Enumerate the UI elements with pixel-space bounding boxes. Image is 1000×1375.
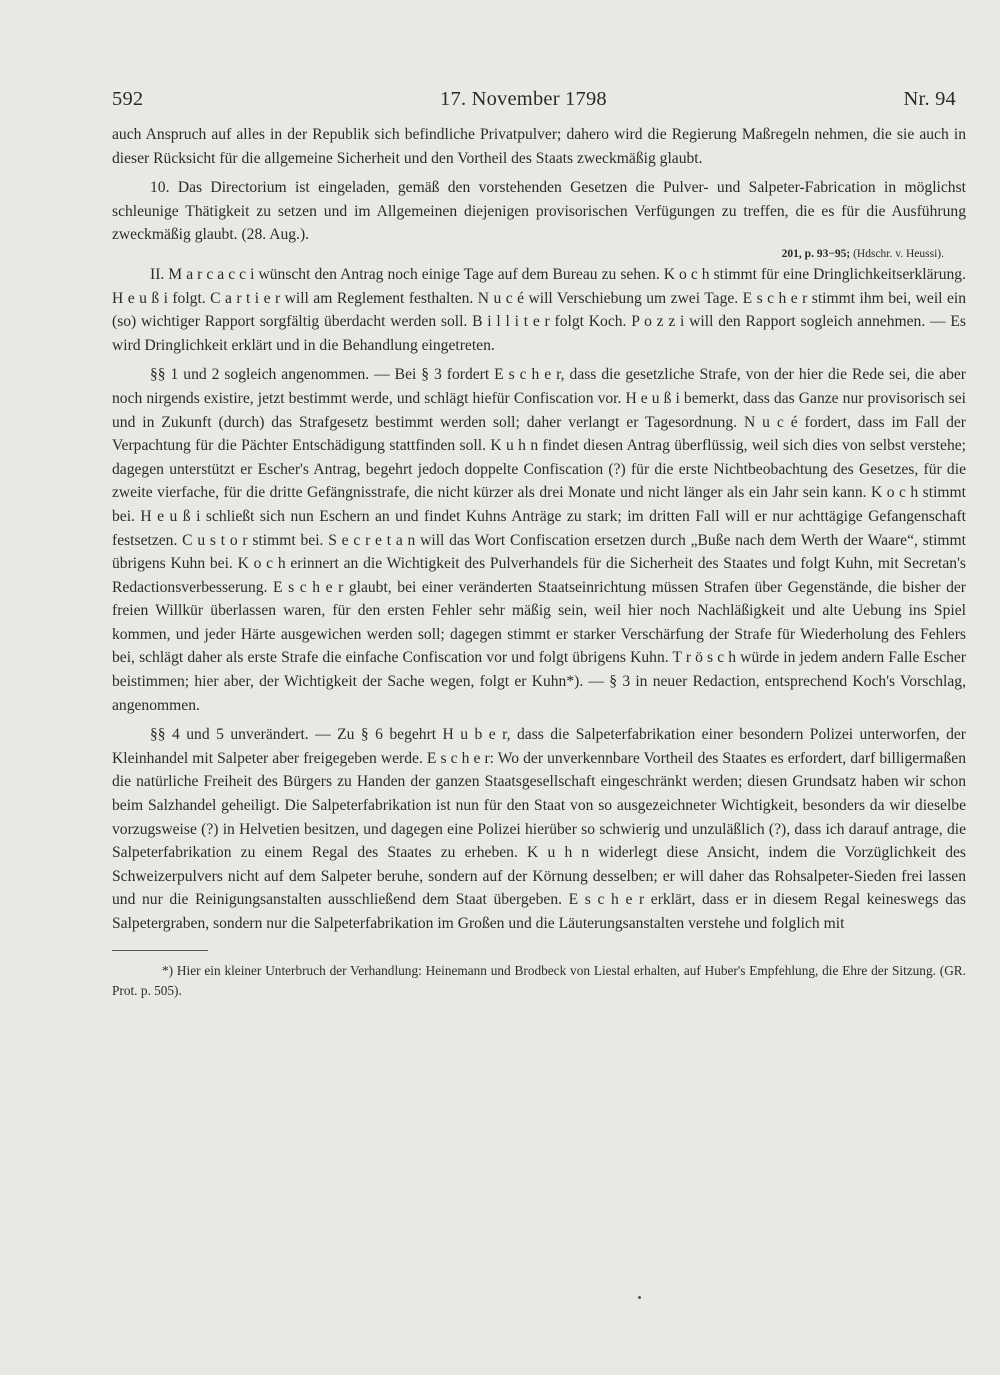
running-header: [112, 88, 956, 111]
paragraph-sections-1-3: §§ 1 und 2 sogleich angenommen. — Bei § 3 fordert E s c h e r, dass die gesetzliche Strafe, von der hier die Rede sei, die aber noch nirgends existire, jetzt bestimmt werde, und schlägt hiefür Confiscation vor. H e u ß i bemerkt, dass das Ganze nur provisorisch sei und in Zukunft (durch) das Strafgesetz bestimmt werden soll; daher verlangt er Tagesordnung. N u c é fordert, dass im Fall der Verpachtung für die Pächter Entschädigung stattfinden soll. K u h n findet diesen Antrag überflüssig, weil sich dies von selbst verstehe; dagegen unterstützt er Escher's Antrag, begehrt jedoch doppelte Confiscation (?) für die erste Nichtbeobachtung des Gesetzes, für die zweite vierfache, für die dritte Gefängnisstrafe, die nicht kürzer als drei Monate und nicht länger als ein Jahr sein kann. K o c h stimmt bei. H e u ß i schließt sich nun Eschern an und findet Kuhns Anträge zu stark; im dritten Fall will er nur achttägige Gefangenschaft festsetzen. C u s t o r stimmt bei. S e c r e t a n will das Wort Confiscation ersetzen durch „Buße nach dem Werth der Waare“, stimmt übrigens Kuhn bei. K o c h erinnert an die Wichtigkeit des Pulverhandels für die Sicherheit des Staates und folgt Kuhn, mit Secretan's Redactionsverbesserung. E s c h e r glaubt, bei einer veränderten Staatseinrichtung müssen Strafen über Gegenstände, die bisher der freien Willkür überlassen waren, für den ersten Fehler sehr mäßig sein, weil hier noch Nachläßigkeit und alte Uebung ins Spiel kommen, und jeder Härte ausgewichen werden soll; dagegen stimmt er starker Verschärfung der Strafe für Wiederholung des Fehlers bei, schlägt daher als erste Strafe die einfache Confiscation vor und folgt übrigens Kuhn. T r ö s c h würde in jedem andern Falle Escher beistimmen; hier aber, der Wichtigkeit der Sache wegen, folgt er Kuhn*). — § 3 in neuer Redaction, entsprechend Koch's Vorschlag, angenommen.: [112, 366, 966, 714]
source-reference: [112, 245, 944, 263]
paragraph-session-ii: II. M a r c a c c i wünscht den Antrag noch einige Tage auf dem Bureau zu sehen. K o c h stimmt für eine Dringlichkeitserklärung. H e u ß i folgt. C a r t i e r will am Reglement festhalten. N u c é will Verschiebung um zwei Tage. E s c h e r stimmt ihm bei, weil ein (so) wichtiger Rapport sorgfältig überdacht werden soll. B i l l i t e r folgt Koch. P o z z i will den Rapport sogleich annehmen. — Es wird Dringlichkeit erklärt und in die Behandlung eingetreten.: [112, 265, 966, 354]
paragraph-continuation: auch Anspruch auf alles in der Republik sich befindliche Privatpulver; dahero wird die Regierung Maßregeln nehmen, die sie auch in dieser Rücksicht für die allgemeine Sicherheit und den Vortheil des Staats zweckmäßig glaubt.: [112, 126, 966, 167]
paragraph-sections-4-6: §§ 4 und 5 unverändert. — Zu § 6 begehrt H u b e r, dass die Salpeterfabrikation einer besondern Polizei unterworfen, der Kleinhandel mit Salpeter aber freigegeben werde. E s c h e r: Wo der unverkennbare Vortheil des Staates es erfordert, darf billigermaßen die natürliche Freiheit des Bürgers zu Handen der ganzen Staatsgesellschaft eingeschränkt werden; diesen Grundsatz haben wir schon beim Salzhandel geheiligt. Die Salpeterfabrikation ist nun für den Staat von so ausgezeichneter Wichtigkeit, besonders da wir dieselbe vorzugsweise (?) in Helvetien besitzen, und dagegen eine Polizei hierüber so schwierig und unzuläßlich (?), dass ich darauf antrage, die Salpeterfabrikation zu einem Regal des Staates zu erheben. K u h n widerlegt diese Ansicht, indem die Vorzüglichkeit des Schweizerpulvers nicht auf dem Salpeter beruhe, sondern auf der Körnung desselben; er will daher das Rohsalpeter-Sieden frei lassen und nur die Reinigungsanstalten ausschließend dem Staat übergeben. E s c h e r erklärt, dass er in diesem Regal keineswegs das Salpetergraben, sondern nur die Salpeterfabrikation im Großen und die Läuterungsanstalten verstehe und folglich mit: [112, 726, 966, 932]
paragraph-article-10: 10. Das Directorium ist eingeladen, gemäß den vorstehenden Gesetzen die Pulver- und Salpeter-Fabrication in möglichst schleunige Thätigkeit zu setzen und im Allgemeinen diejenigen provisorischen Verfügungen zu treffen, die es für die Ausführung zweckmäßig glaubt. (28. Aug.).: [112, 179, 966, 244]
footnote-divider: [112, 950, 208, 951]
page-number: 592: [112, 88, 144, 110]
main-text: [112, 123, 966, 936]
paper-speck: [638, 1296, 641, 1299]
source-reference-bold: 201, p. 93−95;: [781, 247, 851, 260]
document-number: Nr. 94: [903, 88, 956, 110]
footnote: *) Hier ein kleiner Unterbruch der Verhandlung: Heinemann und Brodbeck von Liestal erhalten, auf Huber's Empfehlung, die Ehre der Sitzung. (GR. Prot. p. 505).: [112, 962, 966, 998]
source-reference-normal: (Hdschr. v. Heussi).: [853, 247, 944, 260]
header-date: 17. November 1798: [440, 88, 607, 110]
